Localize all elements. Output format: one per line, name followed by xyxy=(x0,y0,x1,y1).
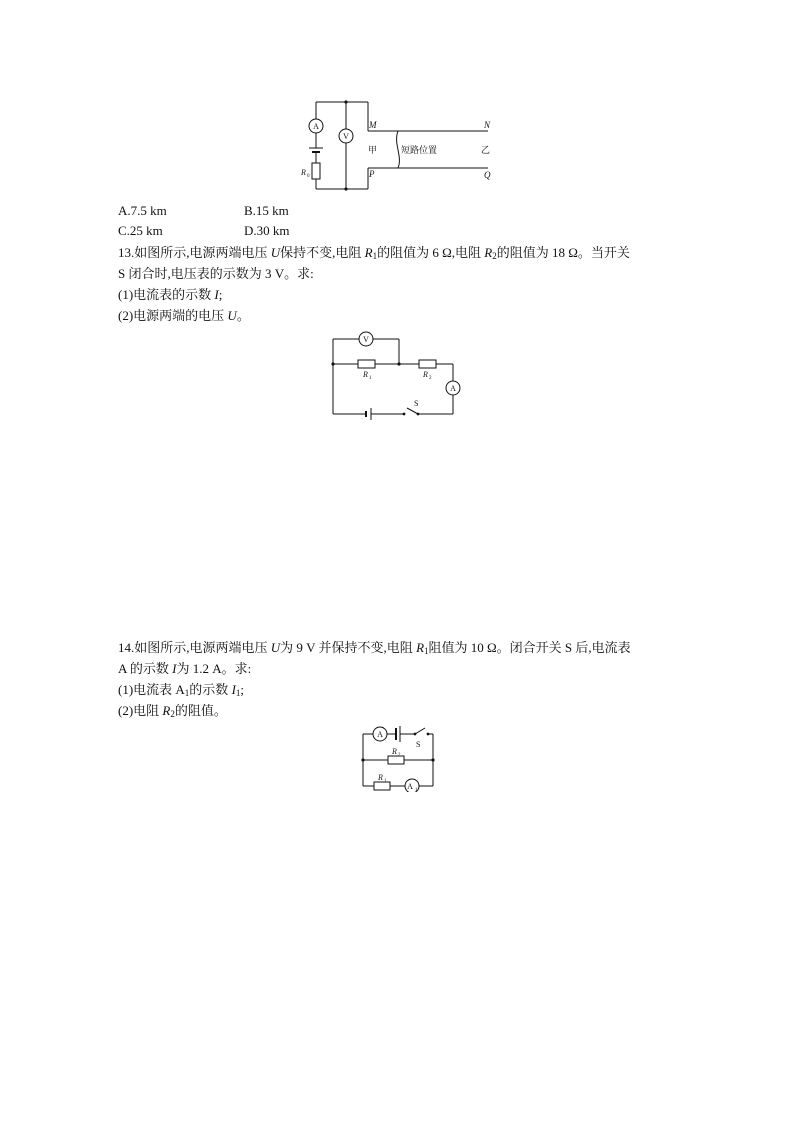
resistor-r2-sub: 2 xyxy=(398,753,401,758)
resistor-r1-label: R xyxy=(378,773,383,782)
label-p: P xyxy=(369,169,375,179)
ammeter-label: A xyxy=(313,122,319,131)
q14-circuit-diagram xyxy=(358,720,438,792)
ammeter-a1-sub: 1 xyxy=(415,788,418,792)
resistor-r0-sub: 0 xyxy=(307,174,310,179)
option-a: A.7.5 km xyxy=(118,203,167,218)
label-n: N xyxy=(484,120,491,130)
option-b: B.15 km xyxy=(244,203,289,218)
label-jia: 甲 xyxy=(368,145,378,155)
voltmeter-label: V xyxy=(343,132,349,141)
voltmeter-label: V xyxy=(363,335,369,344)
label-yi: 乙 xyxy=(481,145,491,155)
resistor-r1-sub: 1 xyxy=(369,376,372,381)
switch-label: S xyxy=(416,740,421,749)
option-c: C.25 km xyxy=(118,223,163,238)
q14-line-2: A 的示数 I为 1.2 A。求: xyxy=(118,661,252,676)
resistor-r0-label: R xyxy=(301,168,306,177)
label-m: M xyxy=(369,120,377,130)
resistor-r2-label: R xyxy=(423,370,428,379)
q13-line-2: S 闭合时,电压表的示数为 3 V。求: xyxy=(118,266,314,281)
ammeter-label: A xyxy=(450,384,456,393)
resistor-r1-sub: 1 xyxy=(384,779,387,784)
q13-circuit-diagram xyxy=(328,328,468,420)
q14-line-4: (2)电阻 $R_2$的阻值。 xyxy=(118,703,227,719)
option-d: D.30 km xyxy=(244,223,290,238)
q14-line-3: (1)电流表 $A_1$的示数 $I_1$; xyxy=(118,682,245,698)
q14-line-1: 14.如图所示,电源两端电压 U为 9 V 并保持不变,电阻 $R_1$阻值为 10 Ω。闭合开关 S 后,电流表 xyxy=(118,640,631,656)
ammeter-a1-label: A xyxy=(407,782,413,791)
q13-line-1: 13.如图所示,电源两端电压 U保持不变,电阻 $R_1$的阻值为 6 Ω,电阻 $R_2$的阻值为 18 Ω。当开关 xyxy=(118,245,630,261)
q13-line-3: (1)电流表的示数 I; xyxy=(118,287,223,302)
resistor-r1-label: R xyxy=(363,370,368,379)
switch-label: S xyxy=(414,399,419,408)
q12-circuit-diagram xyxy=(300,96,500,191)
label-q: Q xyxy=(484,170,491,180)
short-location-label: 短路位置 xyxy=(401,145,438,155)
resistor-r2-label: R xyxy=(392,747,397,756)
ammeter-label: A xyxy=(377,730,383,739)
resistor-r2-sub: 2 xyxy=(429,376,432,381)
q13-line-4: (2)电源两端的电压 U。 xyxy=(118,308,250,323)
